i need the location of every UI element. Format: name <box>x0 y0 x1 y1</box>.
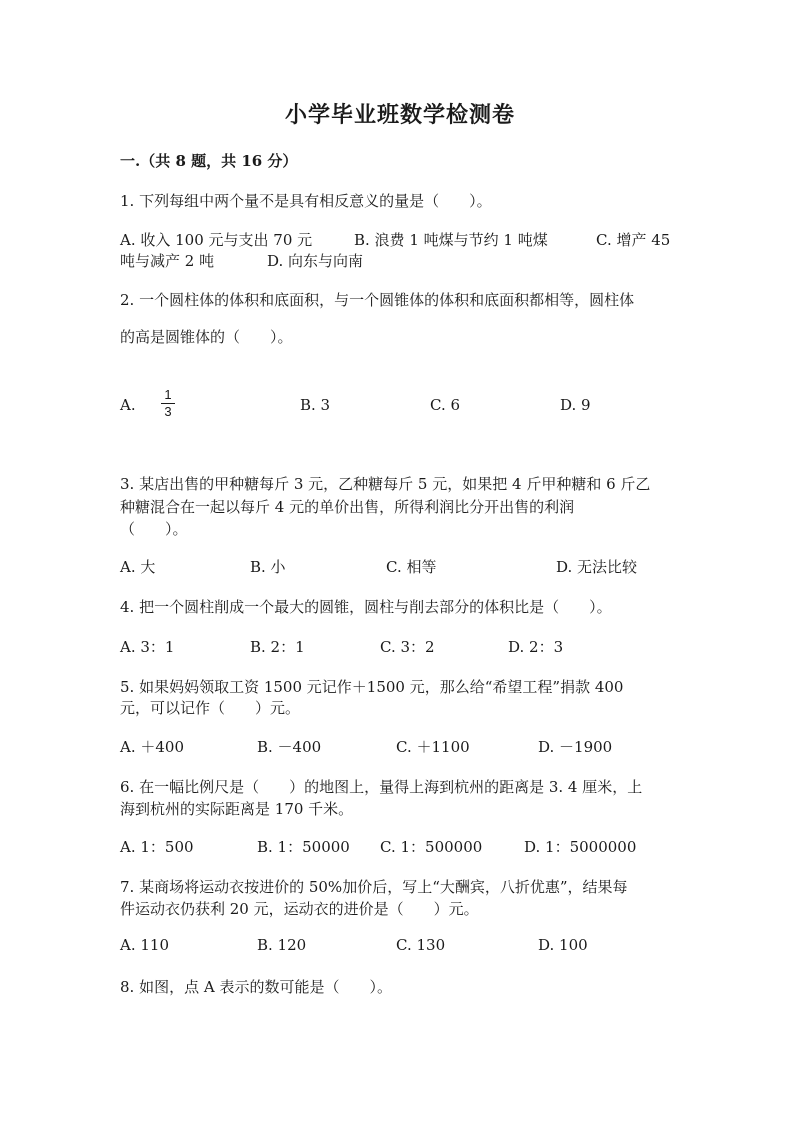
question-6-option-b: B. 1：50000 <box>257 838 350 856</box>
question-3-text-line1: 3. 某店出售的甲种糖每斤 3 元，乙种糖每斤 5 元，如果把 4 斤甲种糖和 6 斤乙 <box>120 475 651 493</box>
question-1-option-a: A. 收入 100 元与支出 70 元 <box>120 231 313 249</box>
question-2-option-c: C. 6 <box>430 396 461 414</box>
question-1-option-d: D. 向东与向南 <box>267 252 364 270</box>
question-6-option-a: A. 1：500 <box>120 838 194 856</box>
question-6-option-d: D. 1：5000000 <box>524 838 637 856</box>
question-6-option-c: C. 1：500000 <box>380 838 483 856</box>
fraction-numerator: 1 <box>164 387 172 402</box>
question-1-text: 1. 下列每组中两个量不是具有相反意义的量是（ ）。 <box>120 192 492 210</box>
question-5-option-a: A. ＋400 <box>120 738 184 756</box>
question-3-text-line2: 种糖混合在一起以每斤 4 元的单价出售，所得利润比分开出售的利润 <box>120 498 575 516</box>
question-7-option-c: C. 130 <box>396 936 446 954</box>
question-2-text-line1: 2. 一个圆柱体的体积和底面积，与一个圆锥体的体积和底面积都相等，圆柱体 <box>120 291 635 309</box>
question-2-option-a: A. <box>120 396 136 414</box>
question-4-text: 4. 把一个圆柱削成一个最大的圆锥，圆柱与削去部分的体积比是（ ）。 <box>120 598 612 616</box>
question-7-text-line2: 件运动衣仍获利 20 元，运动衣的进价是（ ）元。 <box>120 900 479 918</box>
question-8-text: 8. 如图，点 A 表示的数可能是（ ）。 <box>120 978 392 996</box>
question-5-option-c: C. ＋1100 <box>396 738 470 756</box>
question-5-text-line1: 5. 如果妈妈领取工资 1500 元记作＋1500 元，那么给“希望工程”捐款 400 <box>120 678 624 696</box>
question-7-option-a: A. 110 <box>120 936 169 954</box>
question-6-text-line1: 6. 在一幅比例尺是（ ）的地图上，量得上海到杭州的距离是 3. 4 厘米，上 <box>120 778 643 796</box>
question-5-text-line2: 元，可以记作（ ）元。 <box>120 699 301 717</box>
question-4-option-a: A. 3：1 <box>120 638 175 656</box>
question-2-option-b: B. 3 <box>300 396 331 414</box>
question-5-option-d: D. －1900 <box>538 738 613 756</box>
question-5-option-b: B. －400 <box>257 738 322 756</box>
question-7-text-line1: 7. 某商场将运动衣按进价的 50%加价后，写上“大酬宾，八折优惠”，结果每 <box>120 878 628 896</box>
question-3-option-a: A. 大 <box>120 558 156 576</box>
page-title: 小学毕业班数学检测卷 <box>284 102 515 128</box>
section-heading: 一.（共 8 题，共 16 分） <box>120 152 298 170</box>
question-1-option-b: B. 浪费 1 吨煤与节约 1 吨煤 <box>354 231 548 249</box>
question-2-option-d: D. 9 <box>560 396 591 414</box>
question-4-option-d: D. 2：3 <box>508 638 564 656</box>
question-3-option-b: B. 小 <box>250 558 286 576</box>
question-4-option-b: B. 2：1 <box>250 638 305 656</box>
question-7-option-d: D. 100 <box>538 936 588 954</box>
question-6-text-line2: 海到杭州的实际距离是 170 千米。 <box>120 800 354 818</box>
question-3-option-c: C. 相等 <box>386 558 437 576</box>
question-7-option-b: B. 120 <box>257 936 307 954</box>
question-4-option-c: C. 3：2 <box>380 638 435 656</box>
question-1-option-c-cont: 吨与减产 2 吨 <box>120 252 215 270</box>
fraction-one-third <box>161 388 175 419</box>
question-1-option-c: C. 增产 45 <box>596 231 671 249</box>
fraction-denominator: 3 <box>164 404 172 419</box>
question-3-text-line3: （ ）。 <box>120 520 188 538</box>
question-2-text-line2: 的高是圆锥体的（ ）。 <box>120 328 293 346</box>
question-3-option-d: D. 无法比较 <box>556 558 638 576</box>
